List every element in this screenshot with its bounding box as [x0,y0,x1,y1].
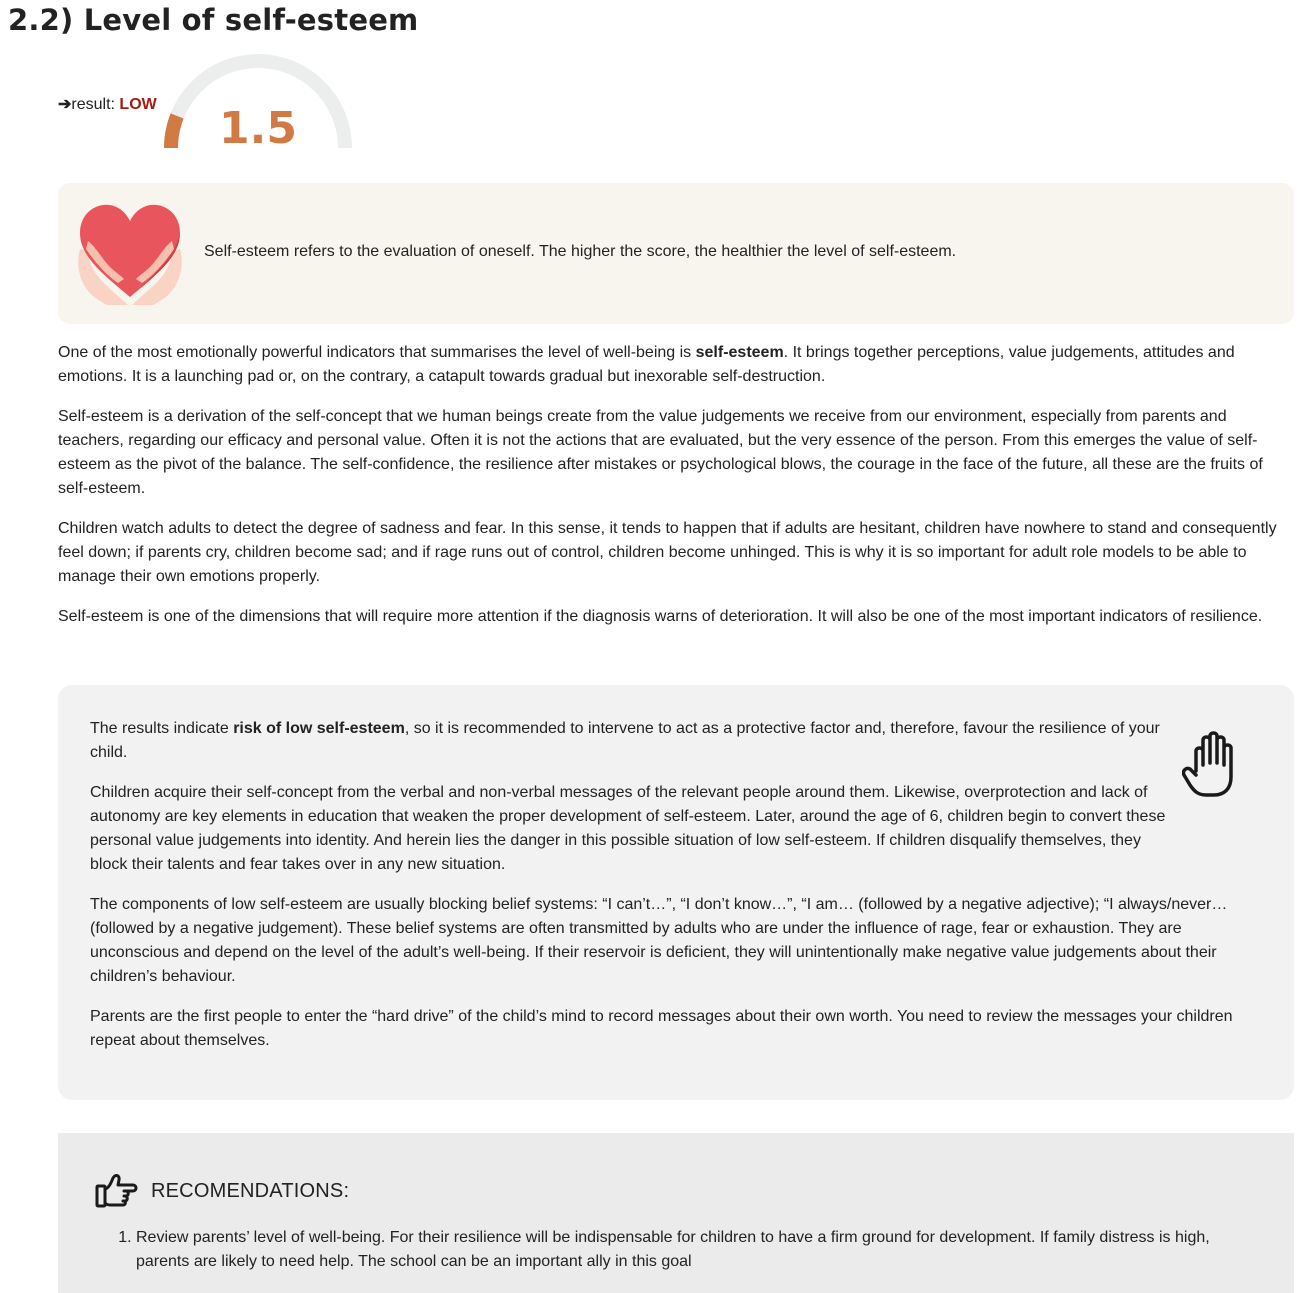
recommendations-title: RECOMENDATIONS: [151,1179,350,1202]
paragraph-text: , so it is recommended to intervene to act as a protective factor and, therefore, favour the resilience of your child. [90,720,1160,761]
recommendations-box [58,1133,1294,1293]
risk-emphasis: risk of low self-esteem [233,720,405,737]
risk-paragraph: The components of low self-esteem are usually blocking belief systems: “I can’t…”, “I don’t know…”, “I am… (followed by a negative adjective); “I always/never… (followed by a negative judgement). These belief systems are often transmitted by adults who are under the influence of rage, fear or exhaustion. They are unconscious and depend on the level of the adult’s well-being. If their reservoir is deficient, they will unintentionally make negative value judgements about their children’s behaviour. [90,896,1228,985]
paragraph-emphasis: self-esteem [695,344,784,361]
paragraph-text: The results indicate [90,720,234,737]
raised-hand-icon [1182,731,1244,799]
recommendations-list [118,1226,1266,1274]
result-line [58,94,157,114]
pointing-hand-icon [94,1171,138,1211]
definition-box [58,183,1294,324]
risk-box [58,685,1294,1100]
paragraph: Self-esteem is one of the dimensions that will require more attention if the diagnosis warns of deterioration. It will also be one of the most important indicators of resilience. [58,608,1263,625]
risk-paragraph [90,717,1170,765]
recommendations-header [94,1171,349,1211]
heart-hands-icon [74,201,186,305]
paragraph-text: . It brings together perceptions, value judgements, attitudes and emotions. It is a launching pad or, on the contrary, a catapult towards gradual but inexorable self-destruction. [58,344,1235,385]
risk-paragraph: Parents are the first people to enter the “hard drive” of the child’s mind to record messages about their own worth. You need to review the messages your children repeat about themselves. [90,1008,1233,1049]
section-heading: 2.2) Level of self-esteem [8,3,419,37]
result-label: result: [71,96,120,113]
paragraph-text: One of the most emotionally powerful indicators that summarises the level of well-being is [58,344,696,361]
description-section [58,341,1294,645]
paragraph: Self-esteem is a derivation of the self-concept that we human beings create from the value judgements we receive from our environment, especially from parents and teachers, regarding our efficacy and personal value. Often it is not the actions that are evaluated, but the very essence of the person. From this emerges the value of self-esteem as the pivot of the balance. The self-confidence, the resilience after mistakes or psychological blows, the courage in the face of the future, all these are the fruits of self-esteem. [58,408,1263,497]
risk-paragraph: Children acquire their self-concept from the verbal and non-verbal messages of the relevant people around them. Likewise, overprotection and lack of autonomy are key elements in education that weaken the proper development of self-esteem. Later, around the age of 6, children begin to convert these personal value judgements into identity. And herein lies the danger in this possible situation of low self-esteem. If children disqualify themselves, they block their talents and fear takes over in any new situation. [90,784,1166,873]
paragraph: Children watch adults to detect the degree of sadness and fear. In this sense, it tends to happen that if adults are hesitant, children have nowhere to stand and consequently feel down; if parents cry, children become sad; and if rage runs out of control, children become unhinged. This is why it is so important for adult role models to be able to manage their own emotions properly. [58,520,1277,585]
paragraph [58,341,1294,389]
arrow-right-icon: ➔ [58,96,72,113]
definition-text: Self-esteem refers to the evaluation of oneself. The higher the score, the healthier the level of self-esteem. [204,243,957,260]
result-level: LOW [119,96,157,113]
recommendation-item: 1. Review parents’ level of well-being. For their resilience will be indispensable for children to have a firm ground for development. If family distress is high, parents are likely to need help. The school can be an important ally in this goal [136,1226,1266,1274]
score-value: 1.5 [219,103,297,154]
